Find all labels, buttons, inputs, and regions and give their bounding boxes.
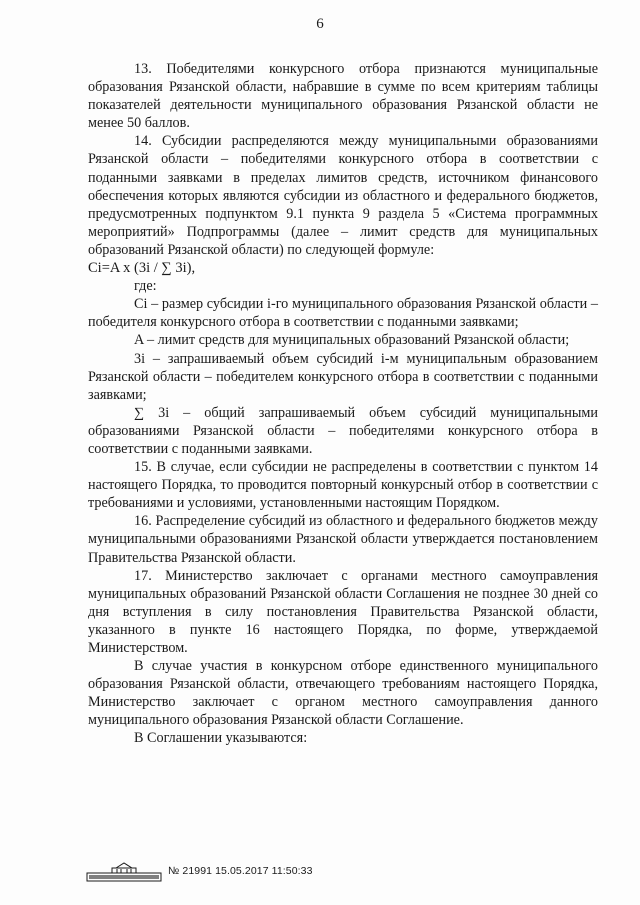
paragraph-16: 16. Распределение субсидий из областного и федерального бюджетов между муниципальными образованиями Рязанской области утверждается постановлением Правительства Рязанской области. xyxy=(88,513,598,566)
registry-building-icon xyxy=(86,860,162,882)
definition-3i: 3i – запрашиваемый объем субсидий i-м муниципальным образованием Рязанской области – победителем конкурсного отбора в соответствии с поданными заявками; xyxy=(88,350,598,403)
paragraph-17-agreement-contents: В Соглашении указываются: xyxy=(134,730,308,747)
paragraph-13: 13. Победителями конкурсного отбора признаются муниципальные образования Рязанской области, набравшие в сумме по всем критериям таблицы показателей деятельности муниципального образования Рязанской области не менее 50 баллов. xyxy=(88,61,598,132)
definition-a: A – лимит средств для муниципальных образований Рязанской области; xyxy=(134,332,570,349)
definition-ci: Ci – размер субсидии i-го муниципального образования Рязанской области – победителя конкурсного отбора в соответствии с поданными заявками; xyxy=(88,296,598,331)
paragraph-17: 17. Министерство заключает с органами местного самоуправления муниципальных образований Рязанской области Соглашения не позднее 30 дней со дня вступления в силу постановления Правительства Рязанской области, указанного в пункте 16 настоящего Порядка, по форме, утверждаемой Министерством. xyxy=(88,567,598,656)
subsidy-formula: Ci=A x (3i / ∑ 3i), xyxy=(88,260,196,277)
paragraph-14: 14. Субсидии распределяются между муниципальными образованиями Рязанской области – победителями конкурсного отбора в соответствии с поданными заявками в пределах лимитов средств, источником финансового обеспечения которых являются субсидии из областного и федерального бюджетов, предусмотренных подпунктом 9.1 пункта 9 раздела 5 «Система программных мероприятий» Подпрограммы (далее – лимит средств для муниципальных образований Рязанской области) по следующей формуле: xyxy=(88,133,598,258)
definition-sum-3i: ∑ 3i – общий запрашиваемый объем субсидий муниципальными образованиями Рязанской области – победителями конкурсного отбора в соответствии с поданными заявками. xyxy=(88,404,598,457)
registration-stamp xyxy=(86,860,313,882)
document-body xyxy=(88,60,598,748)
paragraph-17-single-participant: В случае участия в конкурсном отборе единственного муниципального образования Рязанской области, отвечающего требованиям настоящего Порядка, Министерство заключает с органом местного самоуправления данного муниципального образования Рязанской области Соглашение. xyxy=(88,658,598,729)
registration-stamp-text: № 21991 15.05.2017 11:50:33 xyxy=(168,865,313,877)
formula-where-label: где: xyxy=(134,278,157,295)
paragraph-15: 15. В случае, если субсидии не распределены в соответствии с пунктом 14 настоящего Порядка, то проводится повторный конкурсный отбор в соответствии с требованиями и условиями, установленными настоящим Порядком. xyxy=(88,459,598,512)
page-number: 6 xyxy=(316,16,324,32)
